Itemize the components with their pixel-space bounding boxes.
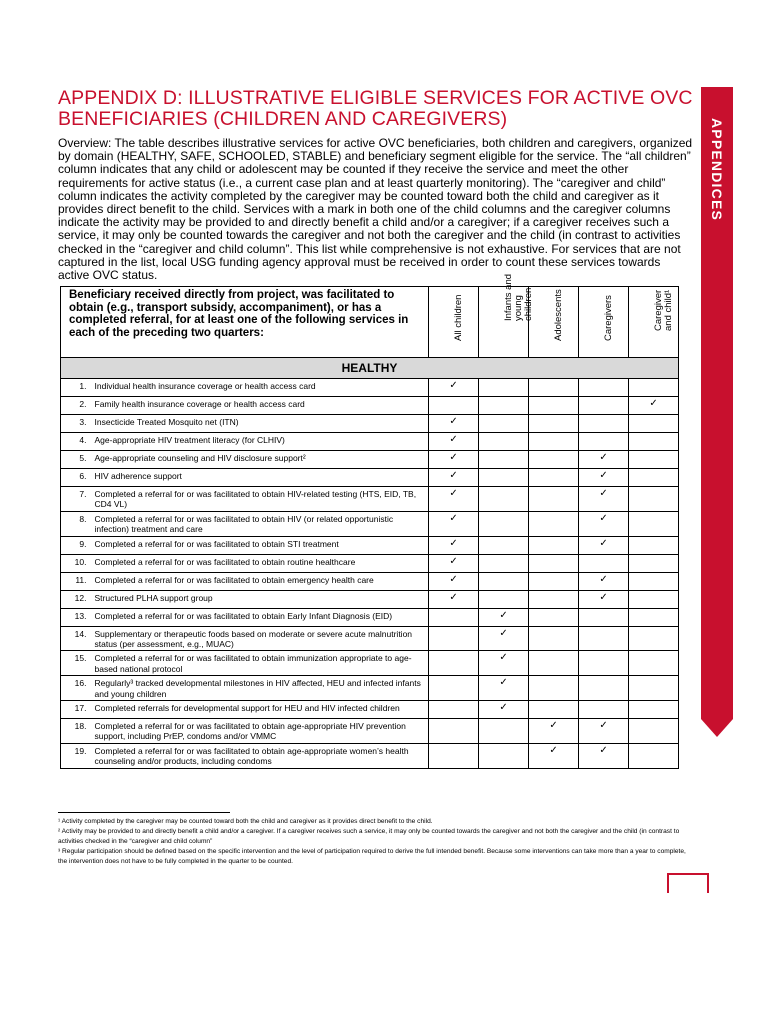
service-description: Completed referrals for developmental support for HEU and HIV infected children [91, 701, 429, 719]
service-description: HIV adherence support [91, 469, 429, 487]
empty-cell [529, 590, 579, 608]
empty-cell [579, 701, 629, 719]
empty-cell [529, 676, 579, 701]
empty-cell [479, 469, 529, 487]
empty-cell [429, 608, 479, 626]
table-row [61, 719, 679, 744]
empty-cell [579, 415, 629, 433]
row-number: 19. [61, 743, 91, 768]
empty-cell [529, 511, 579, 536]
empty-cell [429, 743, 479, 768]
service-description: Age-appropriate counseling and HIV disclosure support² [91, 451, 429, 469]
service-description: Regularly³ tracked developmental milestones in HIV affected, HEU and infected infants and young children [91, 676, 429, 701]
column-header-adolescents [529, 287, 579, 358]
empty-cell [579, 397, 629, 415]
service-description: Completed a referral for or was facilitated to obtain age-appropriate women’s health counseling and/or products, including condoms [91, 743, 429, 768]
column-header-caregivers [579, 287, 629, 358]
empty-cell [529, 572, 579, 590]
empty-cell [479, 536, 529, 554]
checkmark-icon: ✓ [579, 719, 629, 744]
empty-cell [629, 701, 679, 719]
page-number-box [667, 873, 709, 893]
checkmark-icon: ✓ [429, 379, 479, 397]
checkmark-icon: ✓ [429, 469, 479, 487]
empty-cell [579, 379, 629, 397]
empty-cell [529, 487, 579, 512]
empty-cell [479, 511, 529, 536]
row-number: 6. [61, 469, 91, 487]
empty-cell [529, 626, 579, 651]
empty-cell [479, 487, 529, 512]
column-header-line: and child¹ [662, 289, 674, 331]
empty-cell [529, 536, 579, 554]
empty-cell [479, 590, 529, 608]
checkmark-icon: ✓ [579, 511, 629, 536]
column-header-line: children [522, 287, 534, 321]
row-number: 18. [61, 719, 91, 744]
empty-cell [629, 379, 679, 397]
service-description: Completed a referral for or was facilitated to obtain Early Infant Diagnosis (EID) [91, 608, 429, 626]
empty-cell [529, 433, 579, 451]
checkmark-icon: ✓ [479, 608, 529, 626]
empty-cell [529, 554, 579, 572]
empty-cell [629, 590, 679, 608]
service-description: Completed a referral for or was facilitated to obtain STI treatment [91, 536, 429, 554]
empty-cell [479, 719, 529, 744]
empty-cell [629, 554, 679, 572]
table-row [61, 701, 679, 719]
column-header-line: Adolescents [552, 289, 564, 341]
empty-cell [629, 743, 679, 768]
row-number: 10. [61, 554, 91, 572]
table-row [61, 626, 679, 651]
table-row [61, 743, 679, 768]
row-number: 7. [61, 487, 91, 512]
empty-cell [429, 701, 479, 719]
overview-paragraph: Overview: The table describes illustrative services for active OVC beneficiaries, both children and caregivers, organized by domain (HEALTHY, SAFE, SCHOOLED, STABLE) and beneficiary segment eligible for the service. The “all children” column indicates that any child or adolescent may be counted if they receive the service and meet the other requirements for active status (i.e., a current case plan and at least quarterly monitoring). The “caregiver and child” column indicates the activity completed by the caregiver may be counted toward both the child and caregiver as it provides direct benefit to the child. Services with a mark in both one of the child columns and the caregiver columns indicate the activity may be provided to and directly benefit a child and/or a caregiver; if a caregiver receives such a service, it may only be counted towards the caregiver and not both the caregiver and the child (in contrast to activities checked in the “caregiver and child column”. This list while comprehensive is not exhaustive. For services that are not captured in the list, local USG funding agency approval must be received in order to count these services towards active OVC status. [58, 136, 693, 283]
empty-cell [429, 651, 479, 676]
checkmark-icon: ✓ [579, 743, 629, 768]
checkmark-icon: ✓ [479, 676, 529, 701]
service-description: Completed a referral for or was facilitated to obtain HIV-related testing (HTS, EID, TB, CD4 VL) [91, 487, 429, 512]
checkmark-icon: ✓ [479, 701, 529, 719]
checkmark-icon: ✓ [629, 397, 679, 415]
column-header-line: Infants and [502, 273, 514, 321]
row-number: 11. [61, 572, 91, 590]
footnotes [58, 817, 694, 867]
row-number: 17. [61, 701, 91, 719]
table-row [61, 451, 679, 469]
empty-cell [479, 743, 529, 768]
service-description: Individual health insurance coverage or health access card [91, 379, 429, 397]
row-number: 12. [61, 590, 91, 608]
empty-cell [479, 397, 529, 415]
services-table [60, 273, 679, 769]
table-header-text: Beneficiary received directly from project, was facilitated to obtain (e.g., transport subsidy, accompaniment), or has a completed referral, for at least one of the following services in each of the preceding two quarters: [61, 287, 429, 358]
row-number: 3. [61, 415, 91, 433]
row-number: 4. [61, 433, 91, 451]
checkmark-icon: ✓ [429, 433, 479, 451]
side-tab-label-wrap [701, 118, 733, 418]
empty-cell [479, 433, 529, 451]
table-row [61, 433, 679, 451]
checkmark-icon: ✓ [429, 415, 479, 433]
empty-cell [579, 554, 629, 572]
empty-cell [529, 608, 579, 626]
empty-cell [479, 572, 529, 590]
row-number: 14. [61, 626, 91, 651]
empty-cell [529, 651, 579, 676]
table-row [61, 536, 679, 554]
empty-cell [579, 433, 629, 451]
empty-cell [429, 719, 479, 744]
empty-cell [479, 451, 529, 469]
checkmark-icon: ✓ [579, 469, 629, 487]
empty-cell [629, 719, 679, 744]
empty-cell [629, 536, 679, 554]
empty-cell [579, 676, 629, 701]
empty-cell [629, 451, 679, 469]
empty-cell [579, 608, 629, 626]
page-title: APPENDIX D: ILLUSTRATIVE ELIGIBLE SERVICES FOR ACTIVE OVC BENEFICIARIES (CHILDREN AND CAREGIVERS) [58, 87, 693, 130]
checkmark-icon: ✓ [429, 451, 479, 469]
empty-cell [629, 626, 679, 651]
service-description: Completed a referral for or was facilitated to obtain HIV (or related opportunistic infection) treatment and care [91, 511, 429, 536]
checkmark-icon: ✓ [429, 590, 479, 608]
row-number: 2. [61, 397, 91, 415]
side-tab-arrow-icon [701, 719, 733, 737]
checkmark-icon: ✓ [529, 719, 579, 744]
service-description: Supplementary or therapeutic foods based on moderate or severe acute malnutrition status (per assessment, e.g., MUAC) [91, 626, 429, 651]
row-number: 1. [61, 379, 91, 397]
footnote-2: ² Activity may be provided to and directly benefit a child and/or a caregiver. If a caregiver receives such a service, it may only be counted towards the caregiver and not both the caregiver and the child (in contrast to activities checked in the “caregiver and child column” [58, 828, 680, 845]
empty-cell [579, 626, 629, 651]
services-table-body [61, 379, 679, 769]
service-description: Insecticide Treated Mosquito net (ITN) [91, 415, 429, 433]
empty-cell [529, 469, 579, 487]
column-header-infants [479, 273, 534, 358]
empty-cell [479, 554, 529, 572]
empty-cell [579, 651, 629, 676]
row-number: 13. [61, 608, 91, 626]
table-row [61, 554, 679, 572]
table-row [61, 511, 679, 536]
checkmark-icon: ✓ [479, 626, 529, 651]
table-row [61, 487, 679, 512]
empty-cell [529, 397, 579, 415]
column-header-caregiver-and-child [629, 287, 679, 358]
empty-cell [629, 469, 679, 487]
empty-cell [529, 701, 579, 719]
checkmark-icon: ✓ [579, 590, 629, 608]
checkmark-icon: ✓ [429, 572, 479, 590]
column-header-all-children [429, 287, 479, 358]
table-row [61, 397, 679, 415]
empty-cell [629, 651, 679, 676]
service-description: Structured PLHA support group [91, 590, 429, 608]
table-row [61, 415, 679, 433]
checkmark-icon: ✓ [579, 487, 629, 512]
empty-cell [629, 487, 679, 512]
checkmark-icon: ✓ [579, 572, 629, 590]
table-row [61, 572, 679, 590]
table-row [61, 608, 679, 626]
checkmark-icon: ✓ [429, 511, 479, 536]
column-header-line: All children [452, 294, 464, 341]
footnote-divider [58, 812, 230, 813]
empty-cell [429, 397, 479, 415]
empty-cell [629, 415, 679, 433]
checkmark-icon: ✓ [579, 536, 629, 554]
footnote-1: ¹ Activity completed by the caregiver may be counted toward both the child and caregiver as it provides direct benefit to the child. [58, 818, 433, 825]
row-number: 15. [61, 651, 91, 676]
column-header-line: Caregiver [652, 289, 664, 331]
row-number: 5. [61, 451, 91, 469]
checkmark-icon: ✓ [579, 451, 629, 469]
empty-cell [429, 626, 479, 651]
checkmark-icon: ✓ [429, 554, 479, 572]
column-header-line: Caregivers [602, 295, 614, 341]
row-number: 8. [61, 511, 91, 536]
empty-cell [629, 608, 679, 626]
service-description: Age-appropriate HIV treatment literacy (for CLHIV) [91, 433, 429, 451]
table-row [61, 676, 679, 701]
empty-cell [629, 572, 679, 590]
row-number: 9. [61, 536, 91, 554]
empty-cell [629, 433, 679, 451]
checkmark-icon: ✓ [429, 487, 479, 512]
checkmark-icon: ✓ [479, 651, 529, 676]
service-description: Completed a referral for or was facilitated to obtain emergency health care [91, 572, 429, 590]
empty-cell [429, 676, 479, 701]
column-header-line: young [512, 295, 524, 321]
empty-cell [629, 511, 679, 536]
checkmark-icon: ✓ [429, 536, 479, 554]
side-tab-label: APPENDICES [709, 118, 725, 222]
row-number: 16. [61, 676, 91, 701]
service-description: Family health insurance coverage or health access card [91, 397, 429, 415]
table-row [61, 651, 679, 676]
checkmark-icon: ✓ [529, 743, 579, 768]
empty-cell [529, 379, 579, 397]
service-description: Completed a referral for or was facilitated to obtain age-appropriate HIV prevention support, including PrEP, condoms and/or VMMC [91, 719, 429, 744]
empty-cell [529, 451, 579, 469]
service-description: Completed a referral for or was facilitated to obtain routine healthcare [91, 554, 429, 572]
table-row [61, 590, 679, 608]
empty-cell [479, 415, 529, 433]
table-row [61, 379, 679, 397]
footnote-3: ³ Regular participation should be defined based on the specific intervention and the level of participation required to derive the full intended benefit. Because some interventions can take more than a year to complete, the intervention does not have to be fully completed in the quarter to be counted. [58, 848, 686, 865]
table-row [61, 469, 679, 487]
service-description: Completed a referral for or was facilitated to obtain immunization appropriate to age-based national protocol [91, 651, 429, 676]
empty-cell [629, 676, 679, 701]
empty-cell [479, 379, 529, 397]
empty-cell [529, 415, 579, 433]
section-header-healthy: HEALTHY [61, 358, 679, 379]
